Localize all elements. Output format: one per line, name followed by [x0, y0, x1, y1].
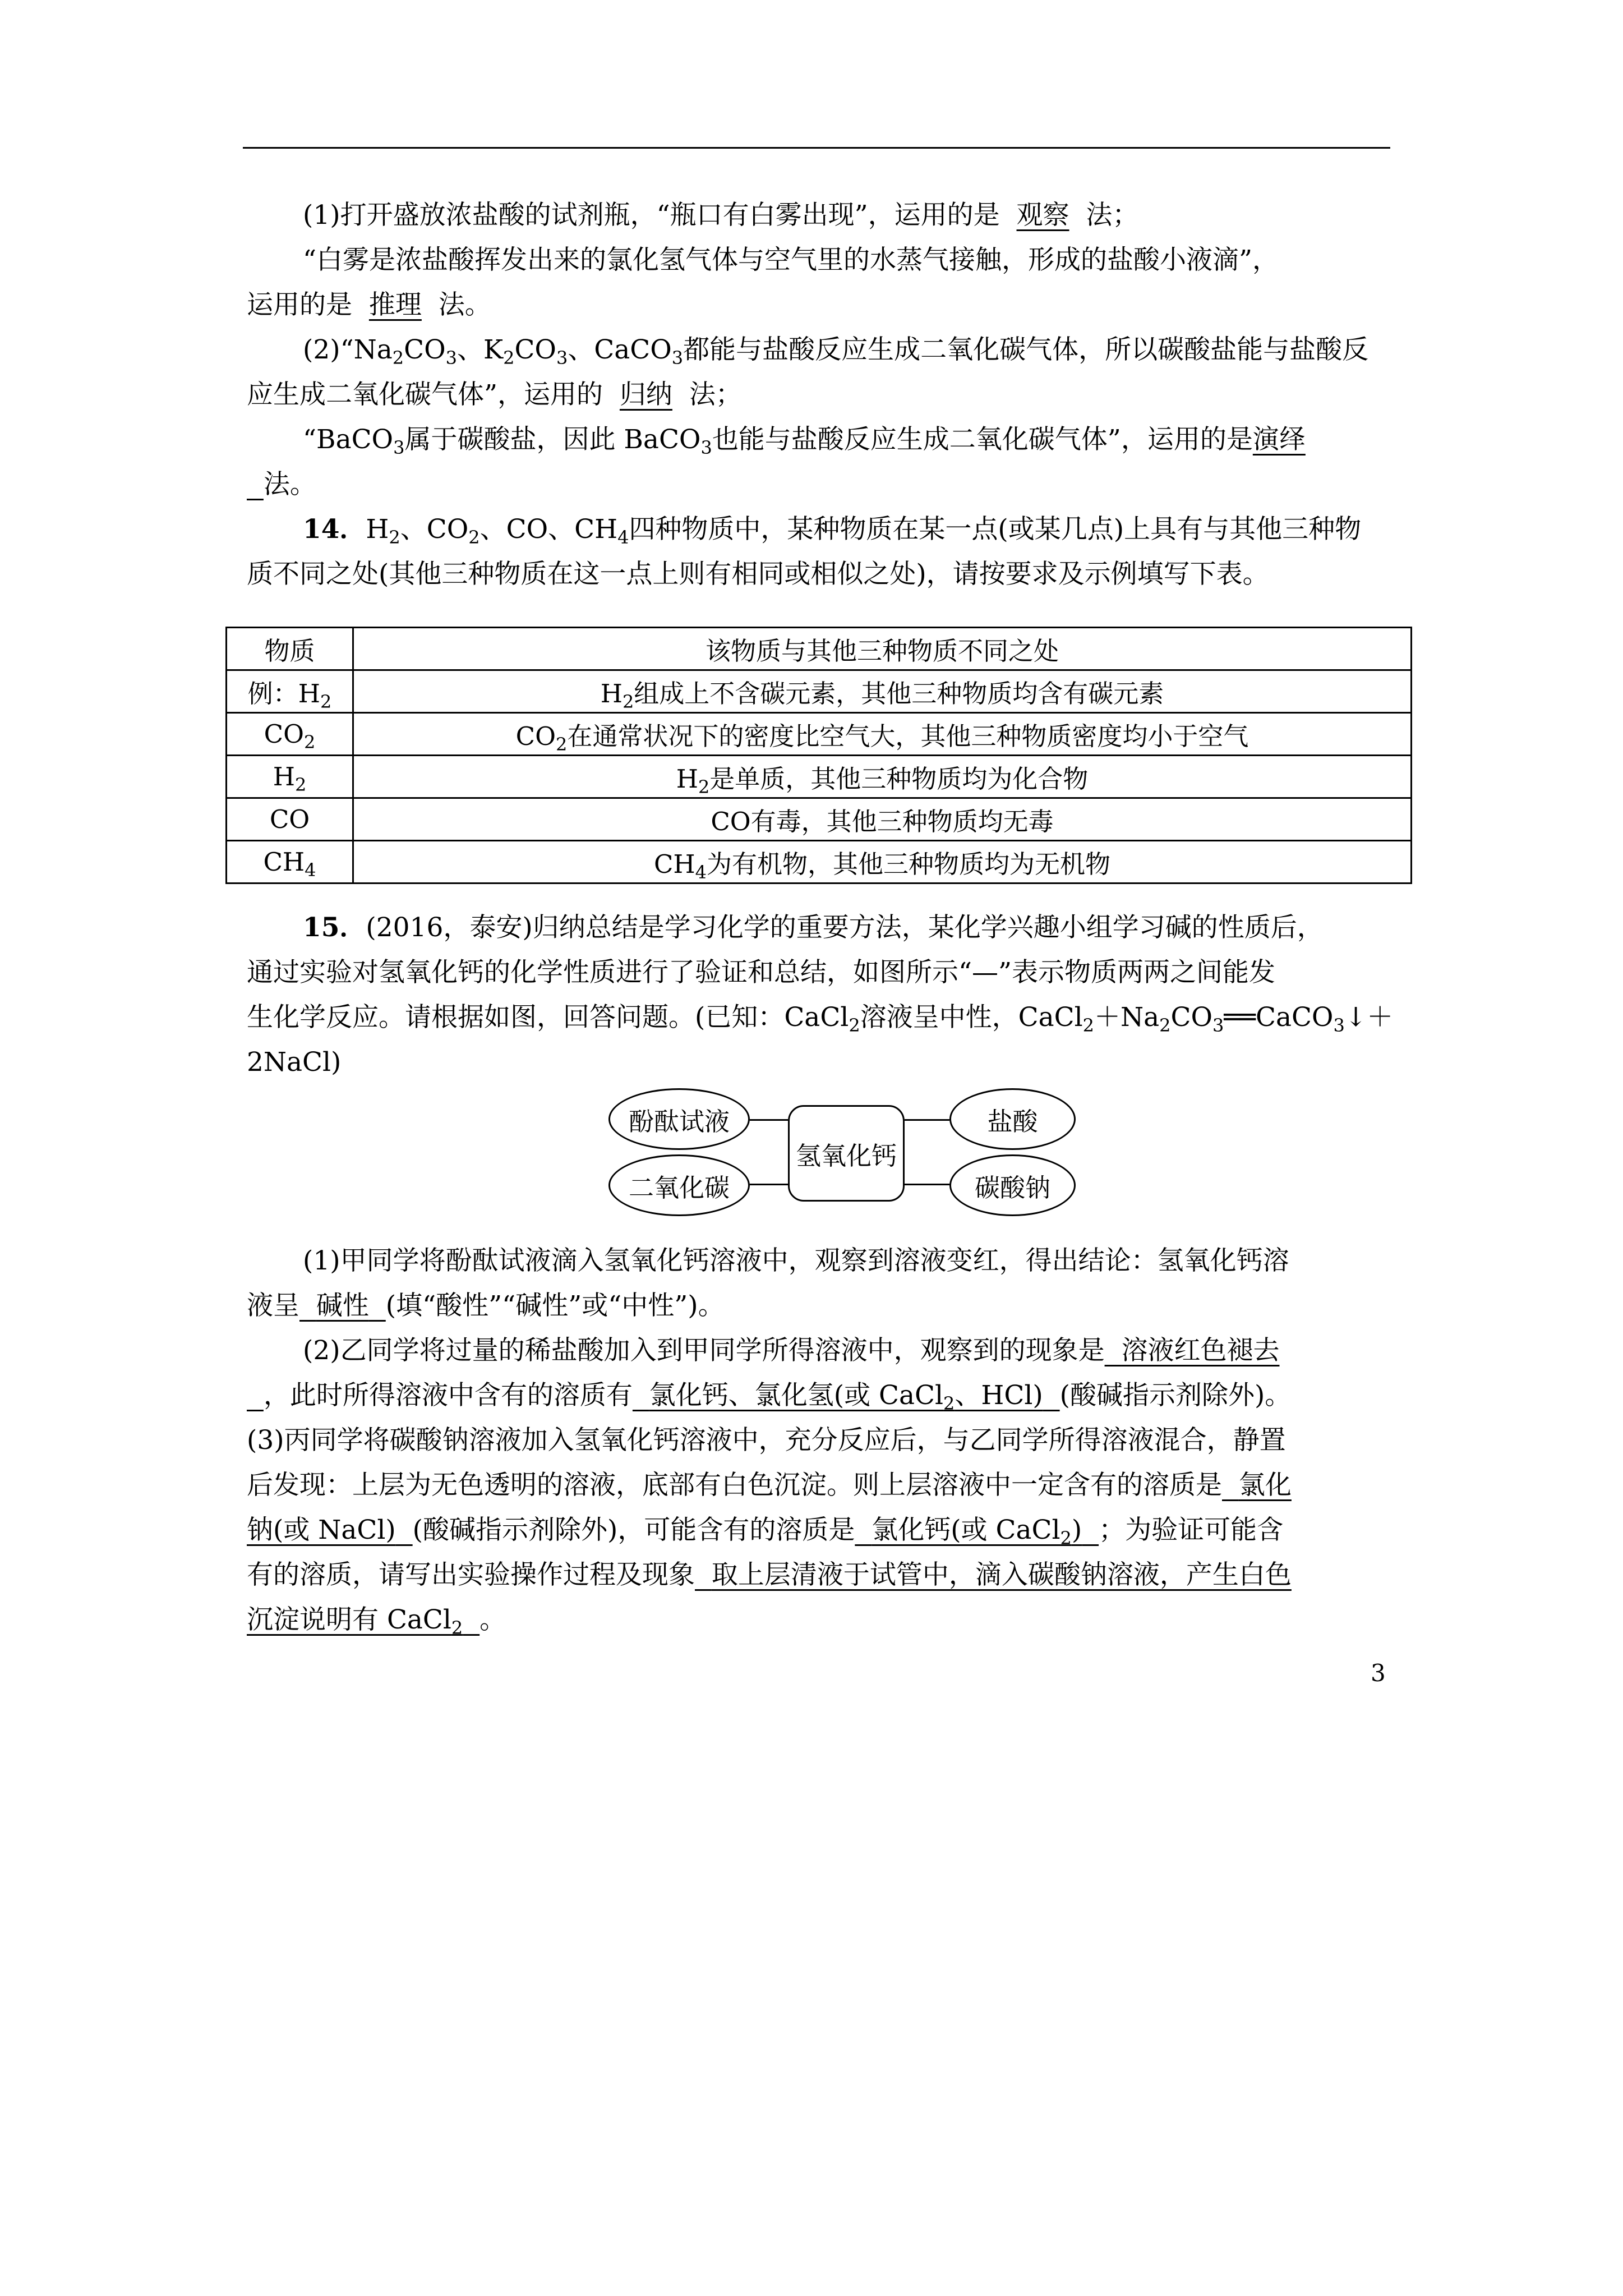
q15-line-2: 通过实验对氢氧化钙的化学性质进行了验证和总结，如图所示“—”表示物质两两之间能发 [247, 957, 1276, 988]
q15-answer-2-line-1: (2)乙同学将过量的稀盐酸加入到甲同学所得溶液中，观察到的现象是 溶液红色褪去 [303, 1335, 1280, 1366]
table-cell: $H_2$ [227, 756, 353, 798]
q15-answer-3-line-5: 沉淀说明有 CaCl$_2$ 。 [247, 1604, 506, 1639]
q15-answer-3-line-2: 后发现：上层为无色透明的溶液，底部有白色沉淀。则上层溶液中一定含有的溶质是 氯化 [247, 1470, 1292, 1501]
q15-answer-1-line-1: (1)甲同学将酚酞试液滴入氢氧化钙溶液中，观察到溶液变红，得出结论：氢氧化钙溶 [303, 1245, 1289, 1276]
connector-line [750, 1119, 788, 1121]
q13-line-1: (1)打开盛放浓盐酸的试剂瓶，“瓶口有白雾出现”，运用的是 观察 法； [303, 200, 1139, 231]
answer-observe: 观察 [1016, 200, 1069, 231]
table-cell: CO [227, 798, 353, 841]
carbon-dioxide-node: 二氧化碳 [608, 1154, 750, 1216]
table-header-cell: 物质 [227, 628, 353, 670]
table-cell: 例：$H_2$ [227, 670, 353, 713]
answer-verification-cont: 沉淀说明有 CaCl$_2$ [247, 1604, 463, 1639]
table-cell: CO有毒，其他三种物质均无毒 [353, 798, 1412, 841]
q14-line-1: 14．$H_2$、$CO_2$、CO、$CH_4$四种物质中，某种物质在某一点(或某几点)上具有与其他三种物 [303, 514, 1362, 548]
answer-definite-solute: 氯化 [1238, 1470, 1292, 1501]
table-cell: $CH_4$ [227, 841, 353, 884]
answer-induction: 归纳 [619, 379, 672, 410]
table-row [227, 756, 1412, 798]
table-cell: $CO_2$在通常状况下的密度比空气大，其他三种物质密度均小于空气 [353, 713, 1412, 756]
table-row [227, 798, 1412, 841]
table-cell: $H_2$组成上不含碳元素，其他三种物质均含有碳元素 [353, 670, 1412, 713]
q15-answer-3-line-4: 有的溶质，请写出实验操作过程及现象 取上层清液于试管中，滴入碳酸钠溶液，产生白色 [247, 1559, 1292, 1590]
q15-answer-3-line-1: (3)丙同学将碳酸钠溶液加入氢氧化钙溶液中，充分反应后，与乙同学所得溶液混合，静置 [247, 1425, 1286, 1456]
answer-verification: 取上层清液于试管中，滴入碳酸钠溶液，产生白色 [711, 1559, 1292, 1590]
q15-answer-1-line-2: 液呈 碱性 (填“酸性”“碱性”或“中性”)。 [247, 1290, 725, 1321]
q15-line-4: 2NaCl) [247, 1047, 342, 1078]
connector-line [905, 1119, 949, 1121]
table-row [227, 841, 1412, 884]
table-row [227, 670, 1412, 713]
q13-line-2: “白雾是浓盐酸挥发出来的氯化氢气体与空气里的水蒸气接触，形成的盐酸小液滴”， [303, 245, 1279, 275]
q13-line-7: 法。 [263, 469, 316, 500]
table-row [227, 713, 1412, 756]
page-number: 3 [1371, 1659, 1386, 1687]
sodium-carbonate-node: 碳酸钠 [949, 1154, 1076, 1216]
table-header-row [227, 628, 1412, 670]
answer-color-fades: 溶液红色褪去 [1121, 1335, 1280, 1366]
q15-answer-2-line-2: ，此时所得溶液中含有的溶质有 氯化钙、氯化氢(或 CaCl$_2$、HCl) (酸碱指示剂除外)。 [263, 1380, 1292, 1414]
q14-line-2: 质不同之处(其他三种物质在这一点上则有相同或相似之处)，请按要求及示例填写下表。 [247, 559, 1269, 590]
q15-line-1: 15．(2016，泰安)归纳总结是学习化学的重要方法，某化学兴趣小组学习碱的性质后， [303, 912, 1324, 943]
header-rule [243, 147, 1390, 149]
q15-answer-3-line-3: 钠(或 NaCl) (酸碱指示剂除外)，可能含有的溶质是 氯化钙(或 CaCl$_2$) ；为验证可能含 [247, 1515, 1284, 1549]
answer-solutes: 氯化钙、氯化氢(或 CaCl$_2$、HCl) [649, 1380, 1043, 1414]
q13-line-4: $(2)“Na_2CO_3$、$K_2CO_3$、CaCO$_3$都能与盐酸反应生成二氧化碳气体，所以碳酸盐能与盐酸反 [303, 334, 1369, 369]
table-header-cell: 该物质与其他三种物质不同之处 [353, 628, 1412, 670]
table-cell: $H_2$是单质，其他三种物质均为化合物 [353, 756, 1412, 798]
calcium-hydroxide-node: 氢氧化钙 [788, 1105, 905, 1202]
q13-line-5: 应生成二氧化碳气体”，运用的 归纳 法； [247, 379, 742, 410]
connector-line [750, 1184, 788, 1185]
answer-possible-solute: 氯化钙(或 CaCl$_2$) [872, 1515, 1082, 1549]
q15-line-3: 生化学反应。请根据如图，回答问题。(已知：CaCl$_2$溶液呈中性，$CaCl_2+Na_2CO_3══CaCO_3↓+$ [247, 1002, 1394, 1036]
answer-reasoning: 推理 [368, 289, 422, 320]
phenolphthalein-node: 酚酞试液 [608, 1088, 750, 1150]
table-cell: $CH_4$为有机物，其他三种物质均为无机物 [353, 841, 1412, 884]
hydrochloric-acid-node: 盐酸 [949, 1088, 1076, 1150]
answer-definite-solute-cont: 钠(或 NaCl) [247, 1515, 396, 1545]
answer-alkaline: 碱性 [316, 1290, 369, 1321]
answer-deduction: 演绎 [1252, 424, 1306, 455]
connector-line [905, 1184, 949, 1185]
table-cell: $CO_2$ [227, 713, 353, 756]
comparison-table [225, 627, 1412, 884]
q13-line-6: “BaCO$_3$属于碳酸盐，因此 BaCO$_3$也能与盐酸反应生成二氧化碳气体”，运用的是演绎 [303, 424, 1306, 458]
q13-line-3: 运用的是 推理 法。 [247, 289, 491, 320]
